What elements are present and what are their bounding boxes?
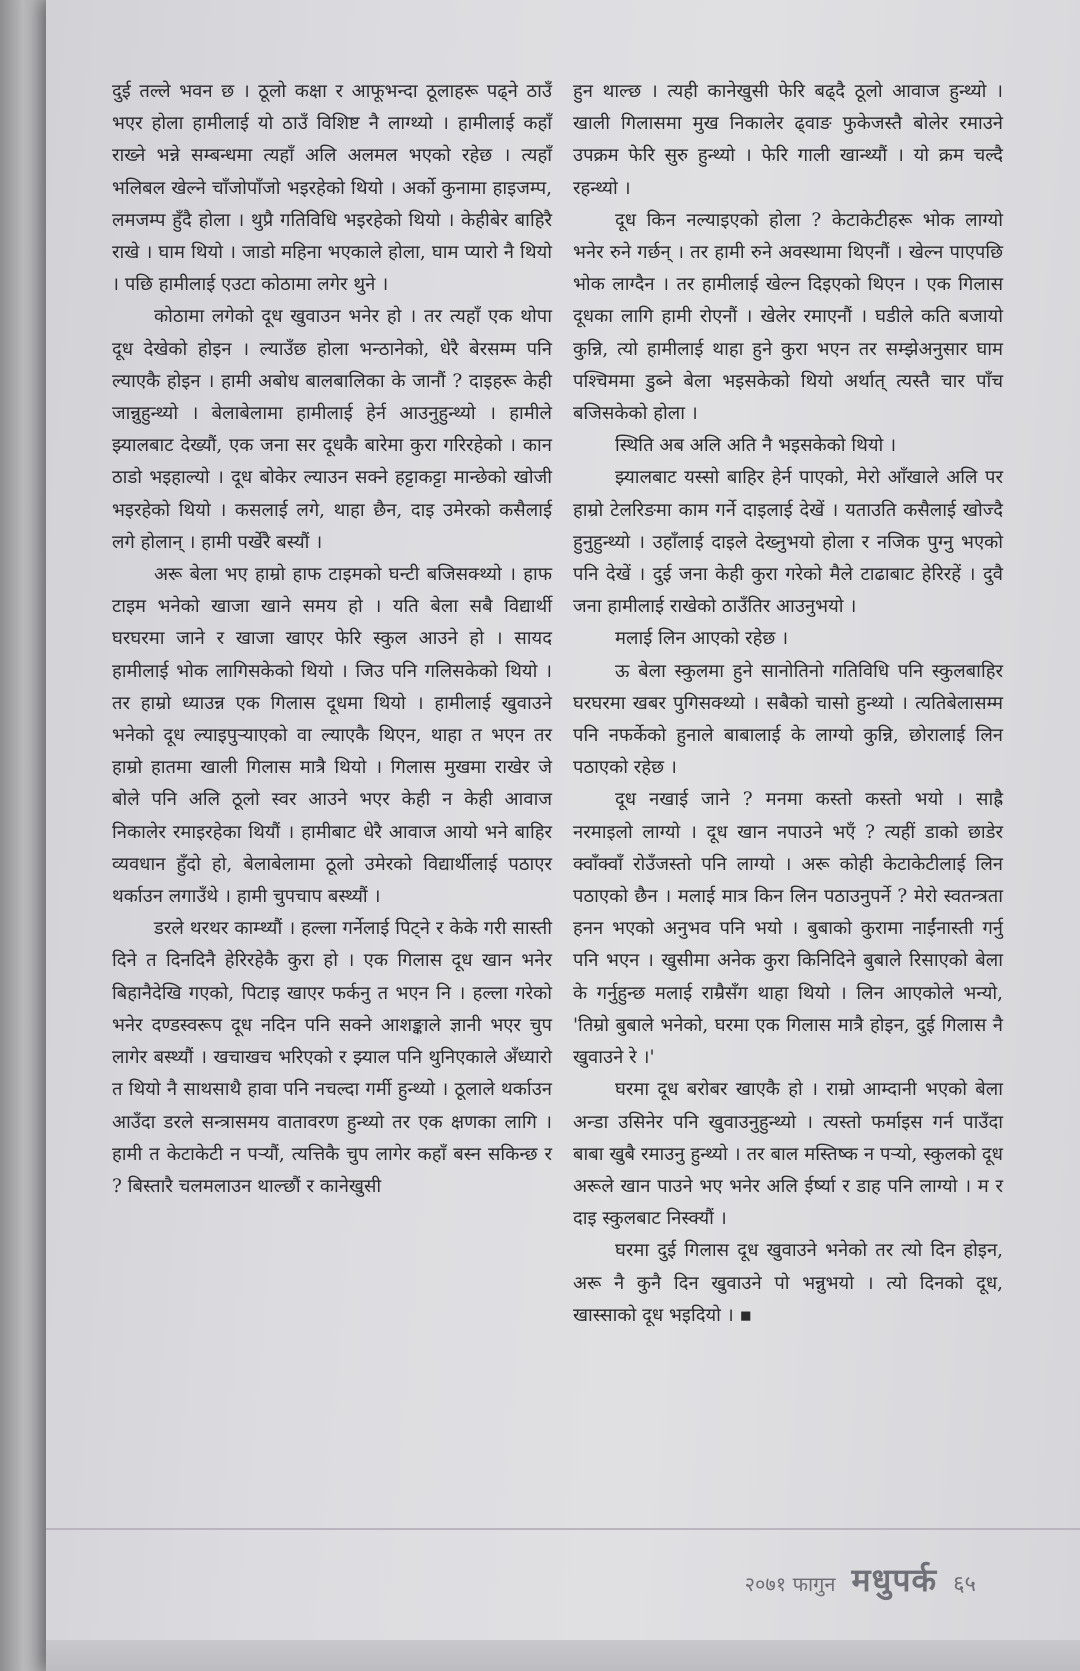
paragraph: दूध किन नल्याइएको होला ? केटाकेटीहरू भोक लाग्यो भनेर रुने गर्छन् । तर हामी रुने अवस्थामा थिएनौं । खेल्न पाएपछि भोक लाग्दैन । तर हामीलाई खेल्न दिइएको थिएन । एक गिलास दूधका लागि हामी रोएनौं । खेलेर रमाएनौं । घडीले कति बजायो कुन्नि, त्यो हामीलाई थाहा हुने कुरा भएन तर सम्झेअनुसार घाम पश्चिममा डुब्ने बेला भइसकेको थियो अर्थात् त्यस्तै चार पाँच बजिसकेको होला । bbox=[573, 209, 1003, 425]
magazine-name: मधुपर्क bbox=[851, 1561, 938, 1599]
paragraph: दूध नखाई जाने ? मनमा कस्तो कस्तो भयो । साह्रै नरमाइलो लाग्यो । दूध खान नपाउने भएँ ? त्यहीं डाको छाडेर क्वाँक्वाँ रोउँजस्तो पनि लाग्यो । अरू कोही केटाकेटीलाई लिन पठाएको छैन । मलाई मात्र किन लिन पठाउनुपर्ने ? मेरो स्वतन्त्रता हनन भएको अनुभव पनि भयो । बुबाको कुरामा नाईंनास्ती गर्नु पनि भएन । खुसीमा अनेक कुरा किनिदिने बुबाले रिसाएको बेला के गर्नुहुन्छ मलाई राम्रैसँग थाहा थियो । लिन आएकोले भन्यो, 'तिम्रो बुबाले भनेको, घरमा एक गिलास मात्रै होइन, दुई गिलास नै खुवाउने रे ।' bbox=[573, 789, 1003, 1069]
page-footer bbox=[745, 1558, 976, 1601]
paragraph: ऊ बेला स्कुलमा हुने सानोतिनो गतिविधि पनि स्कुलबाहिर घरघरमा खबर पुगिसक्थ्यो । सबैको चासो हुन्थ्यो । त्यतिबेलासम्म पनि नफर्केको हुनाले बाबालाई के लाग्यो कुन्नि, छोरालाई लिन पठाएको रहेछ । bbox=[573, 660, 1003, 779]
left-text-column bbox=[112, 76, 552, 1203]
page-bottom-edge bbox=[46, 1640, 1080, 1671]
paragraph: अरू बेला भए हाम्रो हाफ टाइमको घन्टी बजिसक्थ्यो । हाफ टाइम भनेको खाजा खाने समय हो । यति बेला सबै विद्यार्थी घरघरमा जाने र खाजा खाएर फेरि स्कुल आउने हो । सायद हामीलाई भोक लागिसकेको थियो । जिउ पनि गलिसकेको थियो । तर हाम्रो ध्याउन्न एक गिलास दूधमा थियो । हामीलाई खुवाउने भनेको दूध ल्याइपुऱ्याएको वा ल्याएकै थिएन, थाहा त भएन तर हाम्रो हातमा खाली गिलास मात्रै थियो । गिलास मुखमा राखेर जे बोले पनि अलि ठूलो स्वर आउने भएर केही न केही आवाज निकालेर रमाइरहेका थियौं । हामीबाट धेरै आवाज आयो भने बाहिर व्यवधान हुँदो हो, बेलाबेलामा ठूलो उमेरको विद्यार्थीलाई पठाएर थर्काउन लगाउँथे । हामी चुपचाप बस्थ्यौं । bbox=[112, 564, 552, 908]
page-number: ६५ bbox=[953, 1572, 976, 1597]
magazine-page bbox=[46, 0, 1080, 1671]
paragraph: कोठामा लगेको दूध खुवाउन भनेर हो । तर त्यहाँ एक थोपा दूध देखेको होइन । ल्याउँछ होला भन्ठानेको, धेरै बेरसम्म पनि ल्याएकै होइन । हामी अबोध बालबालिका के जानौं ? दाइहरू केही जान्नुहुन्थ्यो । बेलाबेलामा हामीलाई हेर्न आउनुहुन्थ्यो । हामीले झ्यालबाट देख्यौं, एक जना सर दूधकै बारेमा कुरा गरिरहेको । कान ठाडो भइहाल्यो । दूध बोकेर ल्याउन सक्ने हट्टाकट्टा मान्छेको खोजी भइरहेको थियो । कसलाई लगे, थाहा छैन, दाइ उमेरको कसैलाई लगे होलान् । हामी पर्खेरै बस्यौं । bbox=[112, 306, 552, 553]
issue-date: २०७१ फागुन bbox=[744, 1572, 836, 1596]
paragraph: दुई तल्ले भवन छ । ठूलो कक्षा र आफूभन्दा ठूलाहरू पढ्ने ठाउँ भएर होला हामीलाई यो ठाउँ विशिष्ट नै लाग्थ्यो । हामीलाई कहाँ राख्ने भन्ने सम्बन्धमा त्यहाँ अलि अलमल भएको रहेछ । त्यहाँ भलिबल खेल्ने चाँजोपाँजो भइरहेको थियो । अर्को कुनामा हाइजम्प, लमजम्प हुँदै होला । थुप्रै गतिविधि भइरहेको थियो । केहीबेर बाहिरै राखे । घाम थियो । जाडो महिना भएकाले होला, घाम प्यारो नै थियो । पछि हामीलाई एउटा कोठामा लगेर थुने । bbox=[112, 81, 552, 296]
footer-divider bbox=[46, 1528, 1080, 1530]
paragraph: हुन थाल्छ । त्यही कानेखुसी फेरि बढ्दै ठूलो आवाज हुन्थ्यो । खाली गिलासमा मुख निकालेर ढ्वाङ फुकेजस्तै बोलेर रमाउने उपक्रम फेरि सुरु हुन्थ्यो । फेरि गाली खान्थ्यौं । यो क्रम चल्दै रहन्थ्यो । bbox=[573, 81, 1003, 199]
paragraph: स्थिति अब अलि अति नै भइसकेको थियो । bbox=[615, 435, 897, 457]
paragraph: झ्यालबाट यस्सो बाहिर हेर्न पाएको, मेरो आँखाले अलि पर हाम्रो टेलरिङमा काम गर्ने दाइलाई देखें । यताउति कसैलाई खोज्दै हुनुहुन्थ्यो । उहाँलाई दाइले देख्नुभयो होला र नजिक पुग्नु भएको पनि देखें । दुई जना केही कुरा गरेको मैले टाढाबाट हेरिरहें । दुवै जना हामीलाई राखेको ठाउँतिर आउनुभयो । bbox=[573, 467, 1003, 618]
paragraph: घरमा दूध बरोबर खाएकै हो । राम्रो आम्दानी भएको बेला अन्डा उसिनेर पनि खुवाउनुहुन्थ्यो । त्यस्तो फर्माइस गर्न पाउँदा बाबा खुबै रमाउनु हुन्थ्यो । तर बाल मस्तिष्क न पऱ्यो, स्कुलको दूध अरूले खान पाउने भए भनेर अलि ईर्ष्या र डाह पनि लाग्यो । म र दाइ स्कुलबाट निस्क्यौं । bbox=[573, 1079, 1003, 1230]
paragraph: घरमा दुई गिलास दूध खुवाउने भनेको तर त्यो दिन होइन, अरू नै कुनै दिन खुवाउने पो भन्नुभयो । त्यो दिनको दूध, खास्साको दूध भइदियो । ▪ bbox=[573, 1240, 1003, 1326]
paragraph: डरले थरथर काम्थ्यौं । हल्ला गर्नेलाई पिट्ने र केके गरी सास्ती दिने त दिनदिनै हेरिरहेकै कुरा हो । एक गिलास दूध खान भनेर बिहानैदेखि गएको, पिटाइ खाएर फर्कनु त भएन नि । हल्ला गरेको भनेर दण्डस्वरूप दूध नदिन पनि सक्ने आशङ्काले ज्ञानी भएर चुप लागेर बस्थ्यौं । खचाखच भरिएको र झ्याल पनि थुनिएकाले अँध्यारो त थियो नै साथसाथै हावा पनि नचल्दा गर्मी हुन्थ्यो । ठूलाले थर्काउन आउँदा डरले सन्त्रासमय वातावरण हुन्थ्यो तर एक क्षणका लागि । हामी त केटाकेटी न पऱ्यौं, त्यत्तिकै चुप लागेर कहाँ बस्न सकिन्छ र ? बिस्तारै चलमलाउन थाल्छौं र कानेखुसी bbox=[112, 918, 552, 1197]
right-text-column bbox=[573, 76, 1003, 1332]
paragraph: मलाई लिन आएको रहेछ । bbox=[615, 628, 789, 650]
